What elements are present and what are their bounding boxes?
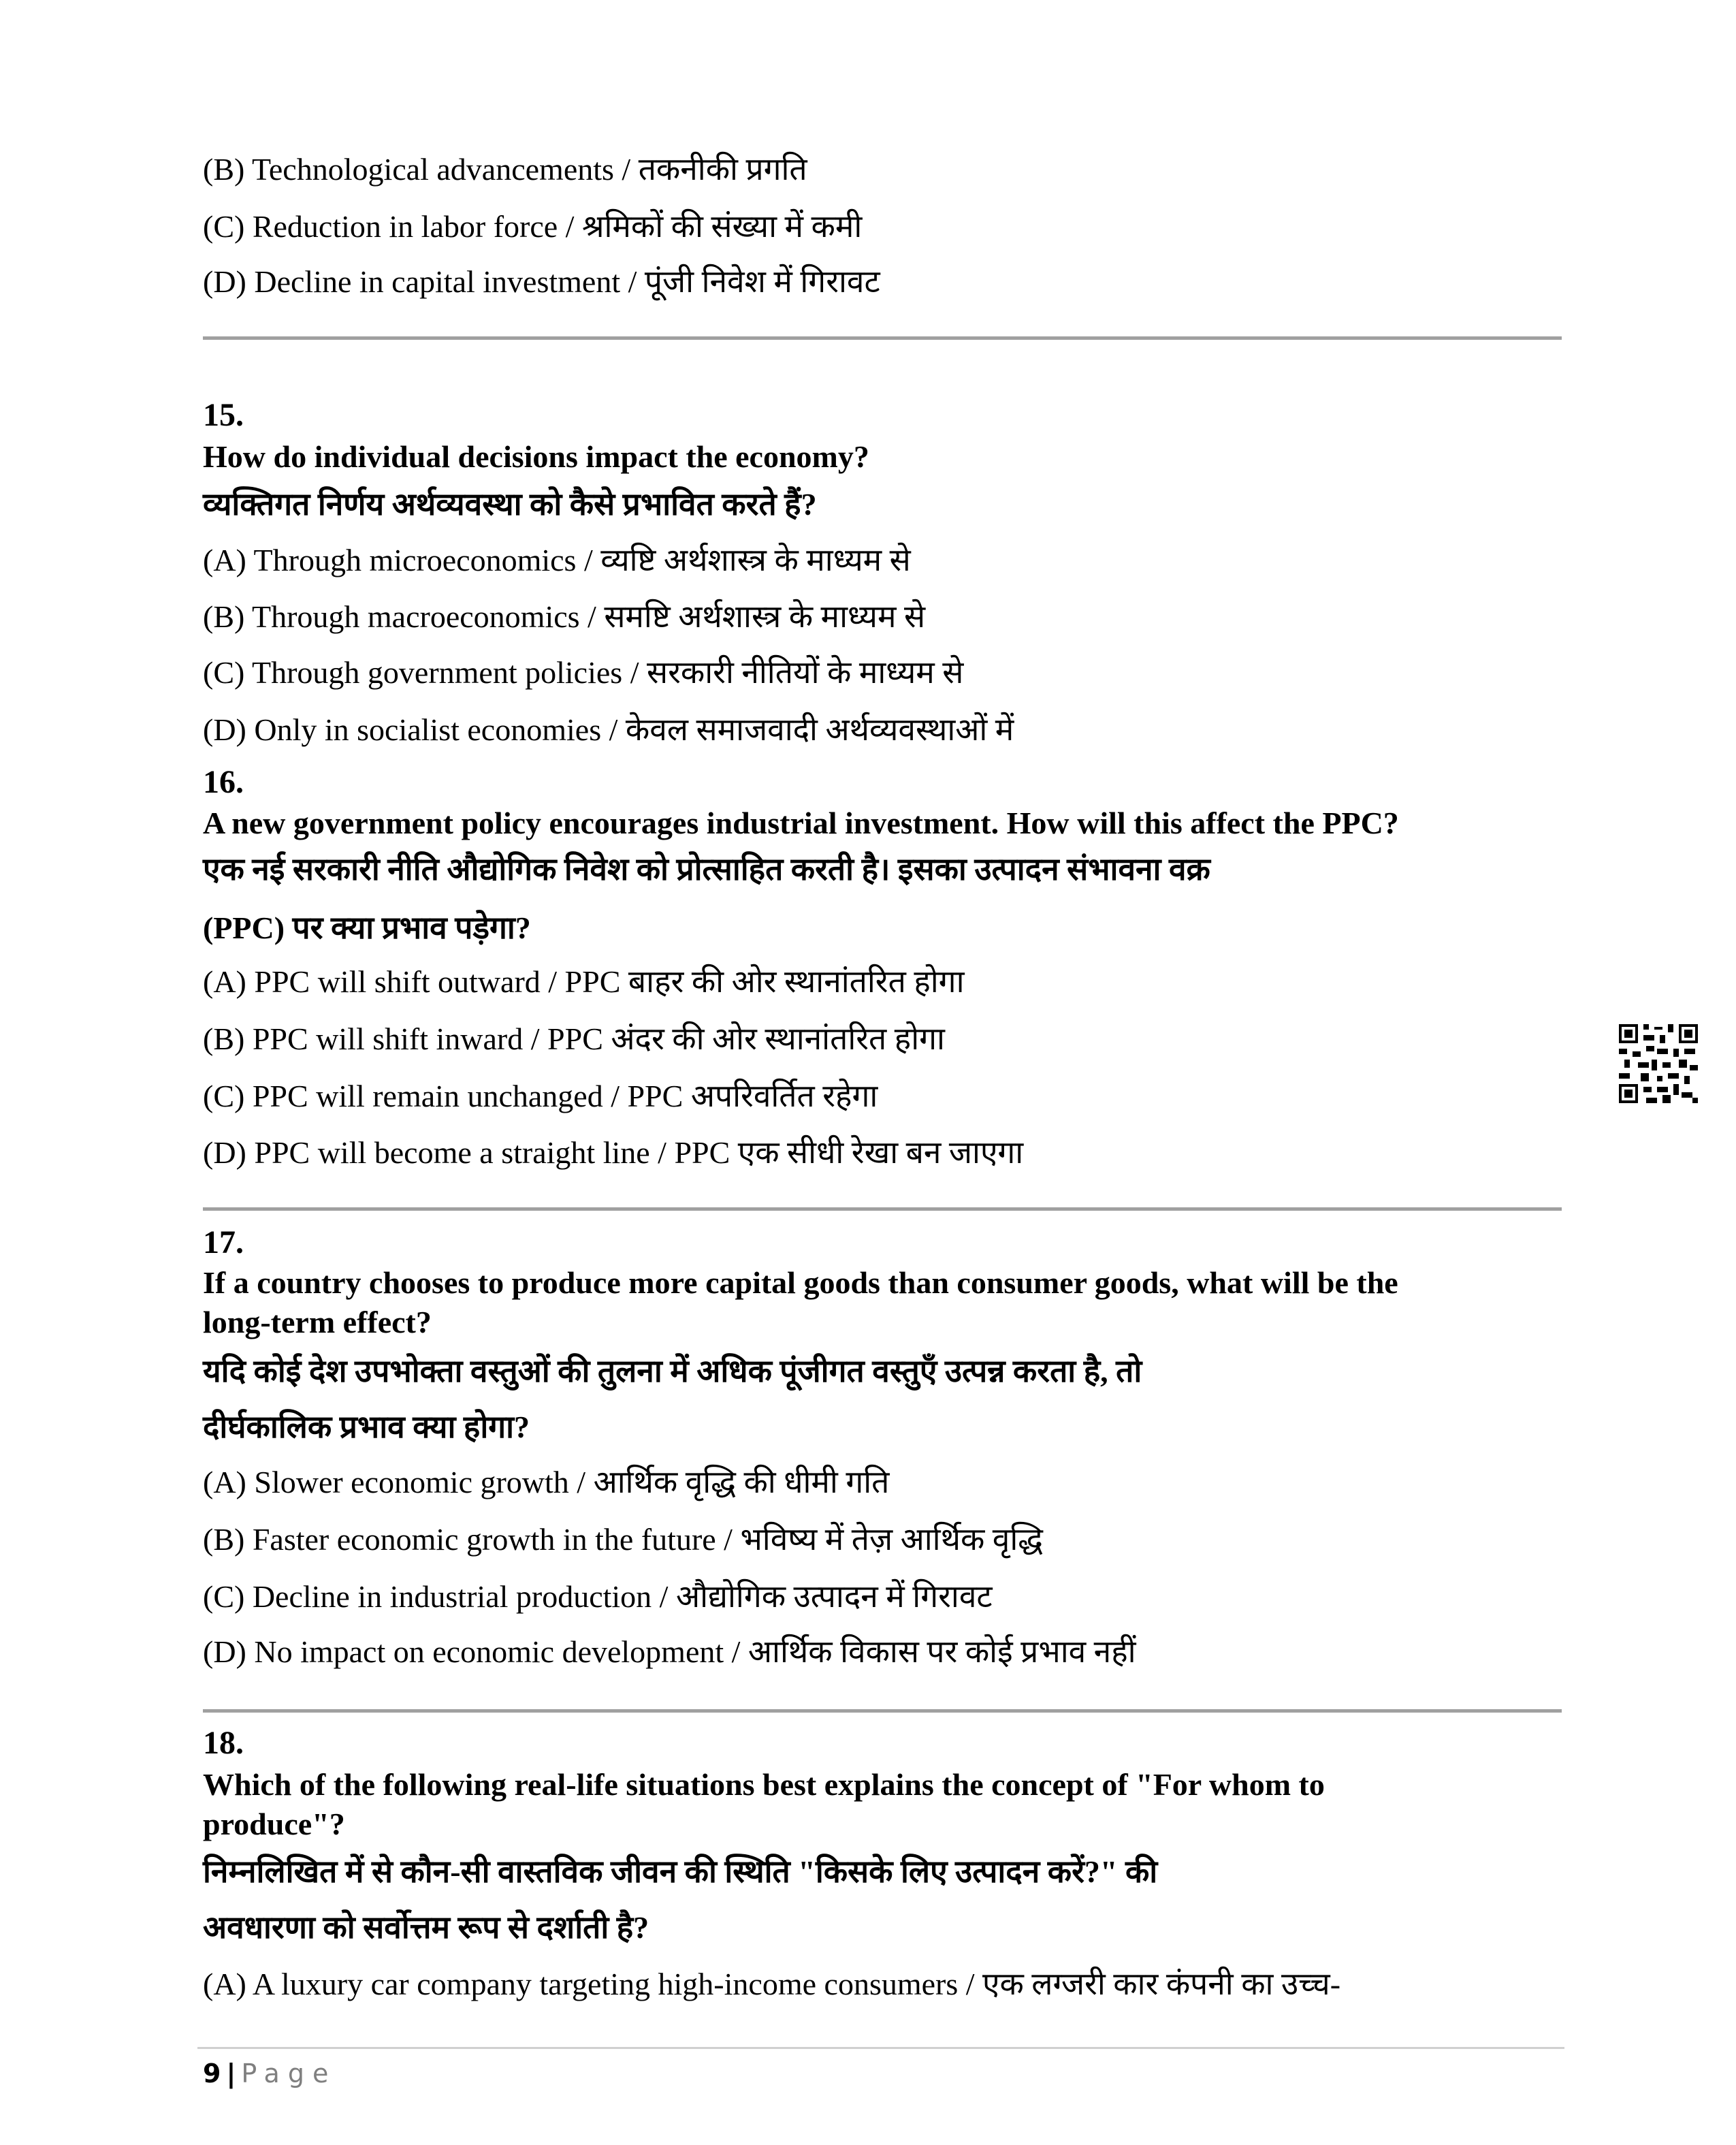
option-a: (A) A luxury car company targeting high-income consumers / एक लग्जरी कार कंपनी का उच्च- bbox=[203, 1967, 1341, 2001]
question-text-hi-line1: निम्नलिखित में से कौन-सी वास्तविक जीवन की स्थिति "किसके लिए उत्पादन करें?" की bbox=[203, 1854, 1158, 1889]
page-number: 9 bbox=[203, 2059, 221, 2088]
option-d: (D) PPC will become a straight line / PPC एक सीधी रेखा बन जाएगा bbox=[203, 1135, 1024, 1170]
option-b: (B) Through macroeconomics / समष्टि अर्थशास्त्र के माध्यम से bbox=[203, 599, 926, 634]
option-c: (C) Reduction in labor force / श्रमिकों की संख्या में कमी bbox=[203, 209, 863, 244]
option-d: (D) Decline in capital investment / पूंजी निवेश में गिरावट bbox=[203, 264, 880, 299]
question-text-hi-line1: एक नई सरकारी नीति औद्योगिक निवेश को प्रोत्साहित करती है। इसका उत्पादन संभावना वक्र bbox=[203, 852, 1210, 887]
option-d: (D) Only in socialist economies / केवल समाजवादी अर्थव्यवस्थाओं में bbox=[203, 712, 1014, 747]
footer-separator: | bbox=[226, 2059, 236, 2088]
option-c: (C) Through government policies / सरकारी नीतियों के माध्यम से bbox=[203, 655, 964, 690]
question-text-en: How do individual decisions impact the economy? bbox=[203, 439, 869, 474]
page-label: Page bbox=[241, 2059, 337, 2088]
page-footer bbox=[203, 2056, 336, 2091]
question-text-en-line2: produce"? bbox=[203, 1807, 345, 1841]
option-b: (B) PPC will shift inward / PPC अंदर की ओर स्थानांतरित होगा bbox=[203, 1021, 945, 1056]
question-number: 16. bbox=[203, 764, 244, 800]
question-text-en-line2: long-term effect? bbox=[203, 1305, 432, 1339]
question-text-en: A new government policy encourages industrial investment. How will this affect the PPC? bbox=[203, 806, 1399, 840]
option-c: (C) Decline in industrial production / औद्योगिक उत्पादन में गिरावट bbox=[203, 1579, 993, 1614]
divider bbox=[203, 1207, 1562, 1211]
question-number: 15. bbox=[203, 397, 244, 433]
divider bbox=[203, 336, 1562, 340]
question-text-hi-line1: यदि कोई देश उपभोक्ता वस्तुओं की तुलना में अधिक पूंजीगत वस्तुएँ उत्पन्न करता है, तो bbox=[203, 1354, 1142, 1388]
question-text-hi-line2: (PPC) पर क्या प्रभाव पड़ेगा? bbox=[203, 910, 531, 945]
option-d: (D) No impact on economic development / आर्थिक विकास पर कोई प्रभाव नहीं bbox=[203, 1634, 1136, 1669]
question-text-en-line1: Which of the following real-life situations best explains the concept of "For whom to bbox=[203, 1767, 1325, 1802]
option-b: (B) Technological advancements / तकनीकी प्रगति bbox=[203, 152, 807, 187]
question-text-hi: व्यक्तिगत निर्णय अर्थव्यवस्था को कैसे प्रभावित करते हैं? bbox=[203, 487, 817, 522]
question-number: 17. bbox=[203, 1224, 244, 1260]
question-text-en-line1: If a country chooses to produce more capital goods than consumer goods, what will be the bbox=[203, 1265, 1398, 1300]
option-a: (A) Through microeconomics / व्यष्टि अर्थशास्त्र के माध्यम से bbox=[203, 543, 911, 577]
question-text-hi-line2: अवधारणा को सर्वोत्तम रूप से दर्शाती है? bbox=[203, 1910, 649, 1945]
question-text-hi-line2: दीर्घकालिक प्रभाव क्या होगा? bbox=[203, 1410, 530, 1444]
question-number: 18. bbox=[203, 1725, 244, 1761]
option-a: (A) PPC will shift outward / PPC बाहर की ओर स्थानांतरित होगा bbox=[203, 964, 965, 999]
divider bbox=[203, 1709, 1562, 1713]
option-a: (A) Slower economic growth / आर्थिक वृद्धि की धीमी गति bbox=[203, 1465, 890, 1499]
footer-divider bbox=[197, 2047, 1564, 2049]
option-c: (C) PPC will remain unchanged / PPC अपरिवर्तित रहेगा bbox=[203, 1079, 878, 1113]
option-b: (B) Faster economic growth in the future / भविष्य में तेज़ आर्थिक वृद्धि bbox=[203, 1522, 1044, 1557]
qr-code-icon bbox=[1619, 1024, 1698, 1103]
